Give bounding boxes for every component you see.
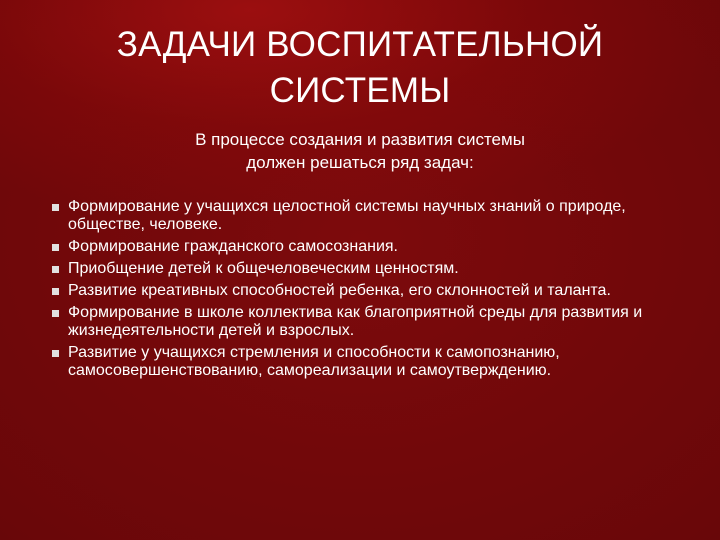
slide-subtitle-line-2: должен решаться ряд задач: bbox=[246, 153, 474, 172]
task-text: Формирование гражданского самосознания. bbox=[68, 238, 398, 255]
task-item bbox=[54, 238, 704, 256]
task-text: Развитие креативных способностей ребенка, его склонностей и таланта. bbox=[68, 282, 611, 299]
slide-subtitle bbox=[100, 128, 620, 174]
slide-title bbox=[60, 22, 660, 114]
square-bullet-icon bbox=[52, 266, 59, 273]
task-item bbox=[54, 282, 704, 300]
task-text: Развитие у учащихся стремления и способности к самопознанию, самосовершенствованию, самореализации и самоутверждению. bbox=[68, 344, 560, 379]
task-text: Формирование в школе коллектива как благоприятной среды для развития и жизнедеятельности детей и взрослых. bbox=[68, 304, 643, 339]
task-item bbox=[54, 198, 704, 234]
task-item bbox=[54, 260, 704, 278]
slide-title-line-2: СИСТЕМЫ bbox=[269, 71, 451, 110]
task-list bbox=[54, 198, 704, 384]
square-bullet-icon bbox=[52, 204, 59, 211]
square-bullet-icon bbox=[52, 244, 59, 251]
slide-subtitle-line-1: В процессе создания и развития системы bbox=[195, 130, 525, 149]
task-text: Приобщение детей к общечеловеческим ценностям. bbox=[68, 260, 459, 277]
square-bullet-icon bbox=[52, 310, 59, 317]
square-bullet-icon bbox=[52, 288, 59, 295]
task-item bbox=[54, 344, 704, 380]
task-item bbox=[54, 304, 704, 340]
square-bullet-icon bbox=[52, 350, 59, 357]
slide-title-line-1: ЗАДАЧИ ВОСПИТАТЕЛЬНОЙ bbox=[116, 25, 604, 64]
task-text: Формирование у учащихся целостной системы научных знаний о природе, обществе, человеке. bbox=[68, 198, 626, 233]
